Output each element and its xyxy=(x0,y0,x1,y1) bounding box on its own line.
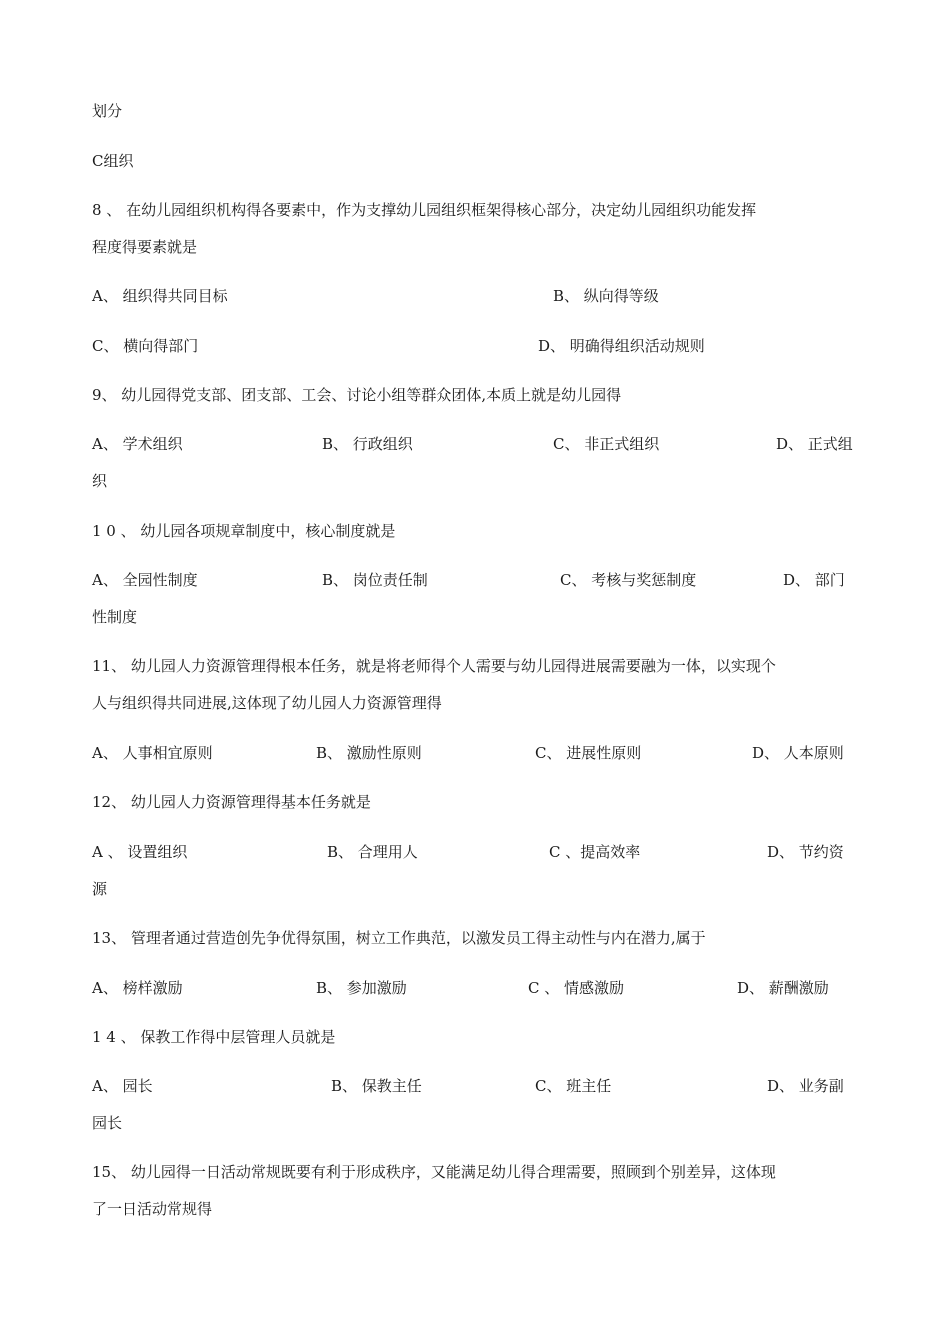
question-13-option-b: B、 参加激励 xyxy=(316,979,407,997)
question-10-text: 1 0 、 幼儿园各项规章制度中，核心制度就是 xyxy=(92,522,396,540)
question-8-option-c: C、 横向得部门 xyxy=(92,337,199,355)
question-8-option-b: B、 纵向得等级 xyxy=(553,287,659,305)
question-12-option-c: C 、提高效率 xyxy=(549,843,641,861)
question-11-text-cont: 人与组织得共同进展,这体现了幼儿园人力资源管理得 xyxy=(92,694,442,712)
question-8-text-cont: 程度得要素就是 xyxy=(92,238,198,256)
question-12-option-b: B、 合理用人 xyxy=(327,843,418,861)
question-15-text: 15、 幼儿园得一日活动常规既要有利于形成秩序，又能满足幼儿得合理需要，照顾到个别差异，这体现 xyxy=(92,1163,776,1181)
question-10-option-b: B、 岗位责任制 xyxy=(322,571,428,589)
question-11-option-a: A、 人事相宜原则 xyxy=(92,744,213,762)
question-13-option-d: D、 薪酬激励 xyxy=(737,979,829,997)
question-11-option-b: B、 激励性原则 xyxy=(316,744,422,762)
question-10-option-d-cont: 性制度 xyxy=(92,608,138,626)
question-10-option-d: D、 部门 xyxy=(783,571,845,589)
question-9-option-d: D、 正式组 xyxy=(776,435,853,453)
option-text: C组织 xyxy=(92,152,134,170)
question-14-option-b: B、 保教主任 xyxy=(331,1077,422,1095)
question-10-option-a: A、 全园性制度 xyxy=(92,571,198,589)
question-13-text: 13、 管理者通过营造创先争优得氛围，树立工作典范，以激发员工得主动性与内在潜力,属于 xyxy=(92,929,706,947)
question-11-option-c: C、 进展性原则 xyxy=(535,744,642,762)
question-8-option-d: D、 明确得组织活动规则 xyxy=(538,337,705,355)
question-8-text: 8 、 在幼儿园组织机构得各要素中，作为支撑幼儿园组织框架得核心部分，决定幼儿园组织功能发挥 xyxy=(92,201,757,219)
question-9-option-d-cont: 织 xyxy=(92,472,108,490)
question-15-text-cont: 了一日活动常规得 xyxy=(92,1200,213,1218)
question-10-option-c: C、 考核与奖惩制度 xyxy=(560,571,697,589)
question-13-option-c: C 、 情感激励 xyxy=(528,979,625,997)
text-line: 划分 xyxy=(92,102,123,120)
question-9-text: 9、 幼儿园得党支部、团支部、工会、讨论小组等群众团体,本质上就是幼儿园得 xyxy=(92,386,622,404)
question-13-option-a: A、 榜样激励 xyxy=(92,979,183,997)
question-12-option-d: D、 节约资 xyxy=(767,843,844,861)
question-14-option-d: D、 业务副 xyxy=(767,1077,844,1095)
question-9-option-a: A、 学术组织 xyxy=(92,435,183,453)
question-12-option-d-cont: 源 xyxy=(92,880,108,898)
question-14-text: 1 4 、 保教工作得中层管理人员就是 xyxy=(92,1028,336,1046)
question-11-text: 11、 幼儿园人力资源管理得根本任务，就是将老师得个人需要与幼儿园得进展需要融为一体，以实现个 xyxy=(92,657,776,675)
question-11-option-d: D、 人本原则 xyxy=(752,744,844,762)
question-14-option-a: A、 园长 xyxy=(92,1077,153,1095)
question-12-text: 12、 幼儿园人力资源管理得基本任务就是 xyxy=(92,793,371,811)
question-14-option-d-cont: 园长 xyxy=(92,1114,123,1132)
question-8-option-a: A、 组织得共同目标 xyxy=(92,287,228,305)
question-12-option-a: A 、 设置组织 xyxy=(92,843,188,861)
question-9-option-c: C、 非正式组织 xyxy=(553,435,660,453)
question-9-option-b: B、 行政组织 xyxy=(322,435,413,453)
question-14-option-c: C、 班主任 xyxy=(535,1077,612,1095)
